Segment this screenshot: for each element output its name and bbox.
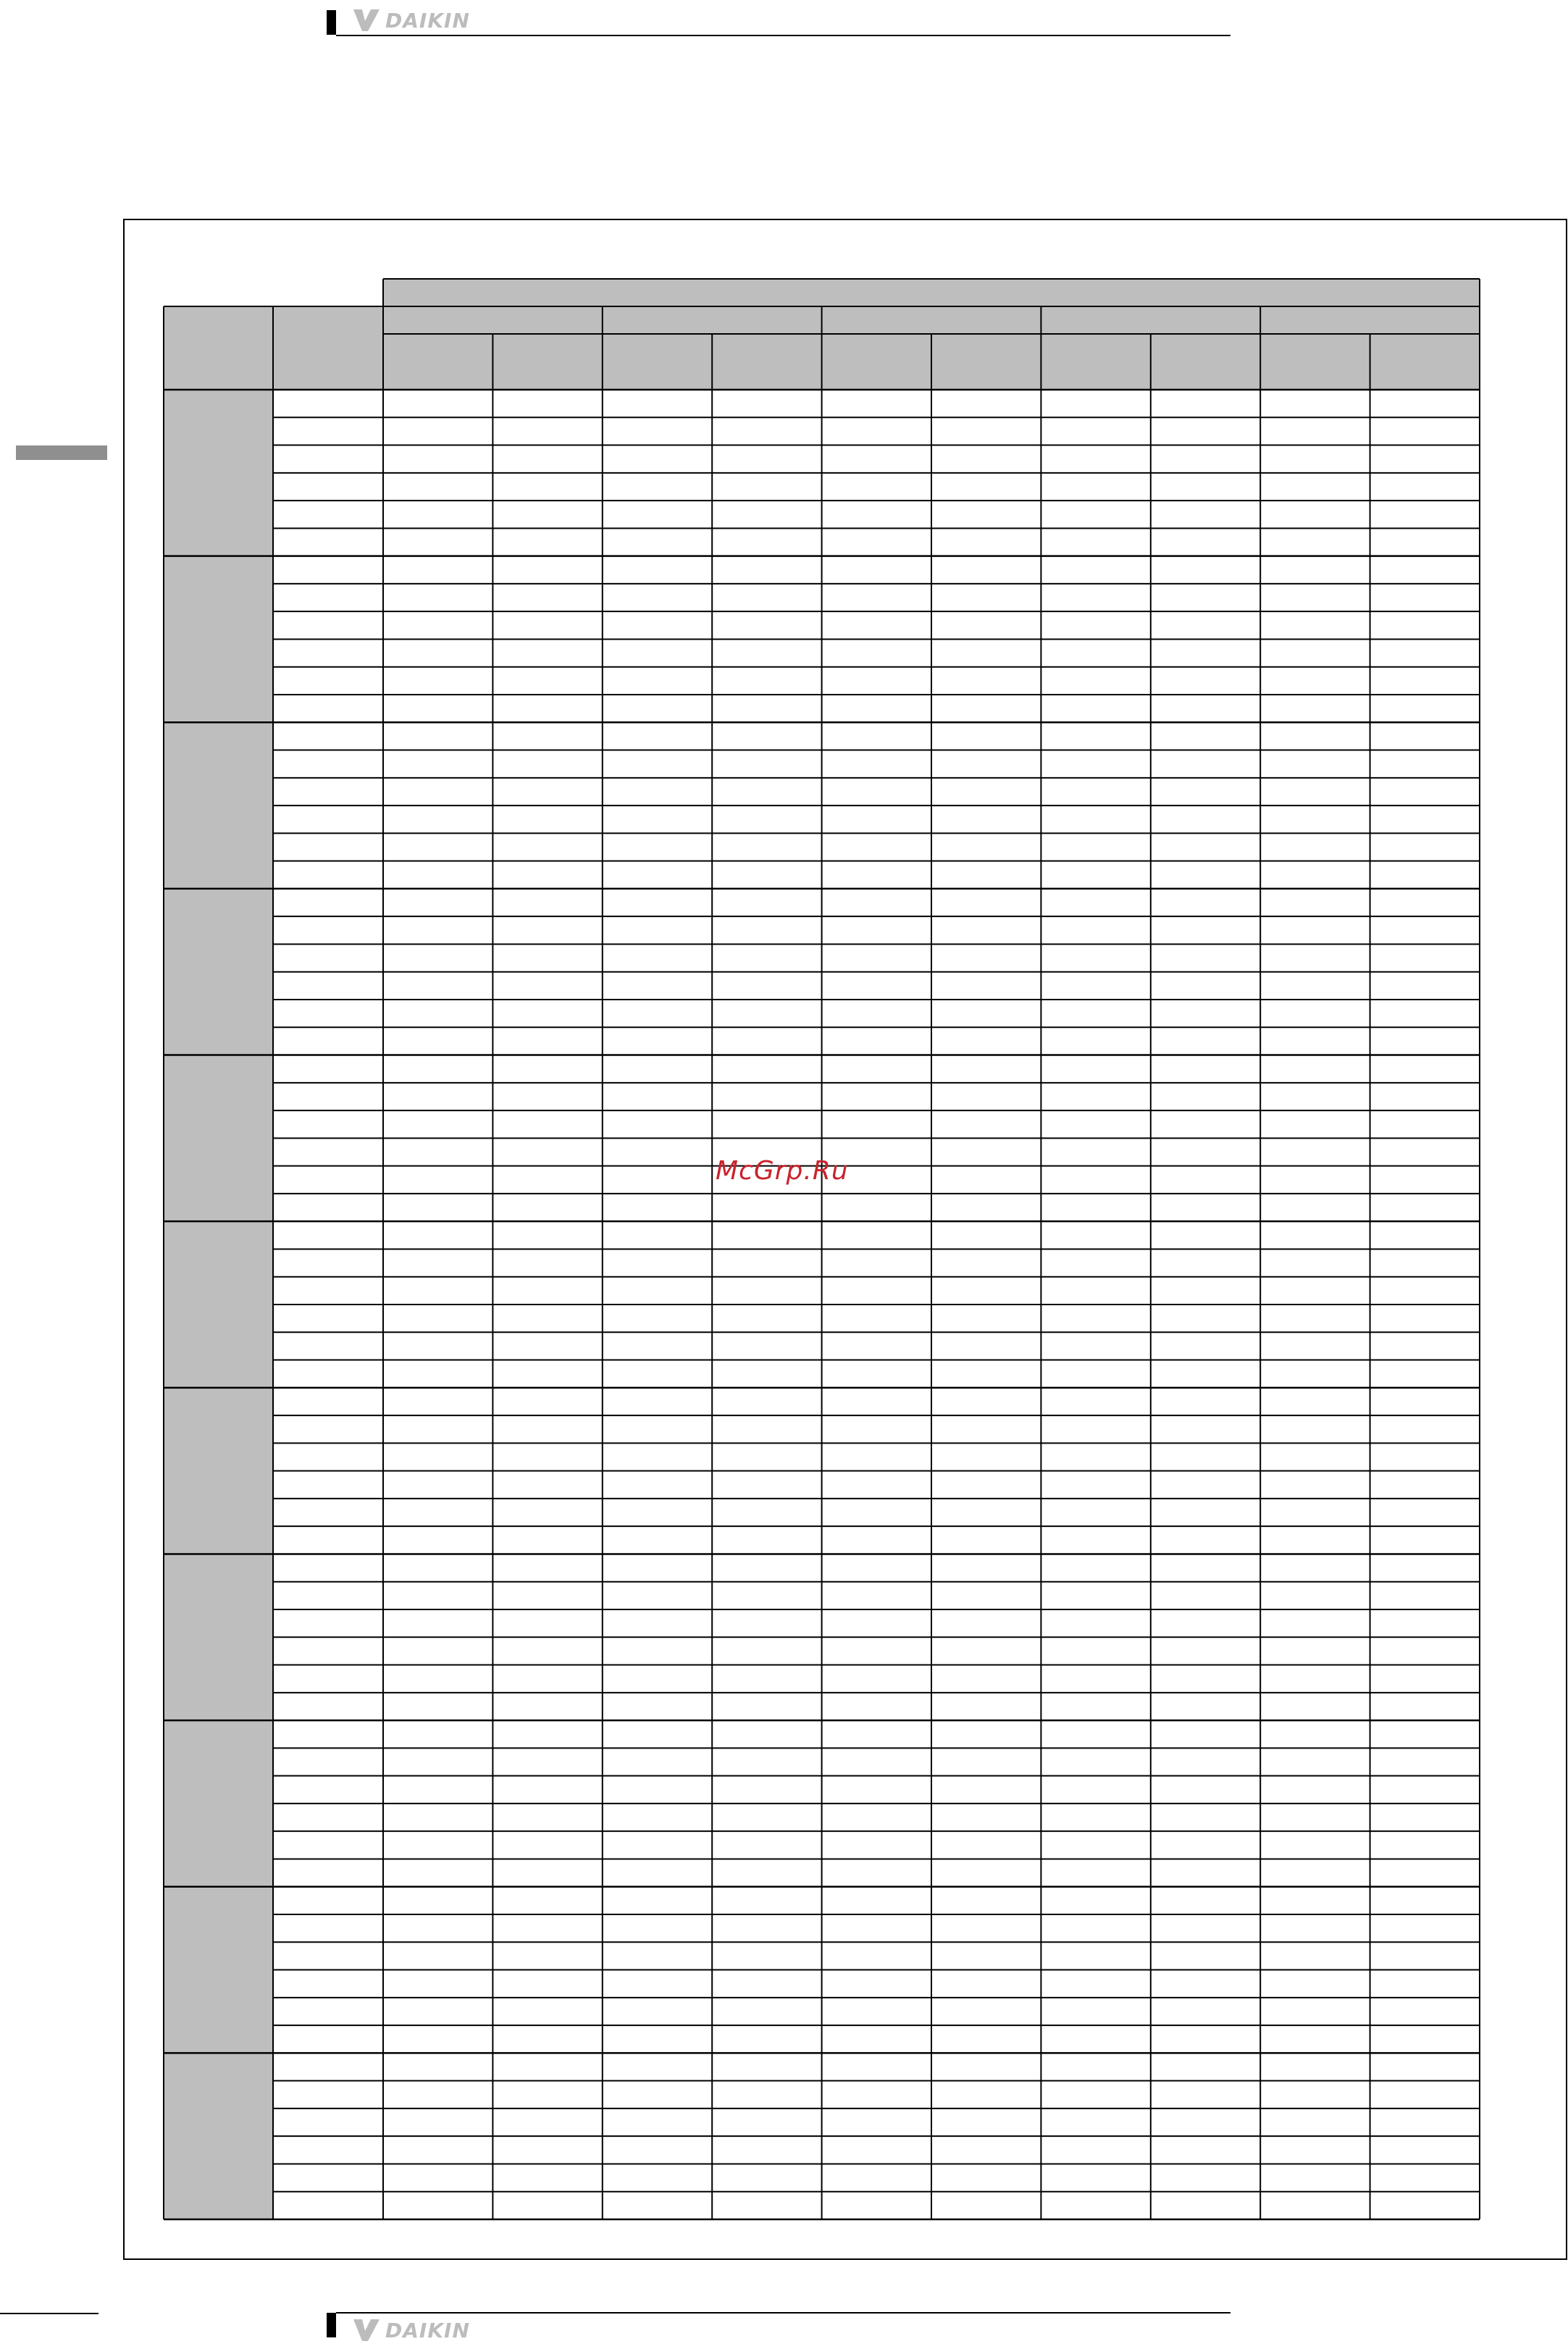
row-group-label-cell bbox=[164, 1388, 273, 1554]
footer-brand: DAIKIN bbox=[385, 2318, 470, 2342]
watermark: McGrp.Ru bbox=[716, 1156, 849, 1186]
row-group-label-cell bbox=[164, 390, 273, 556]
daikin-logo-icon bbox=[352, 2318, 381, 2342]
footer-left-rule bbox=[0, 2313, 98, 2314]
footer-rule bbox=[336, 2312, 1230, 2314]
row-group-label-cell bbox=[164, 1221, 273, 1388]
row-group-label-cell bbox=[164, 722, 273, 889]
row-group-label-cell bbox=[164, 1055, 273, 1222]
row-group-label-cell bbox=[164, 1887, 273, 2053]
header-band-groups bbox=[383, 306, 1480, 334]
row-group-label-cell bbox=[164, 556, 273, 723]
row-group-label-cell bbox=[164, 1554, 273, 1720]
header-brand: DAIKIN bbox=[385, 8, 470, 33]
row-group-label-cell bbox=[164, 2053, 273, 2219]
header-band-top bbox=[383, 279, 1480, 306]
footer-logo bbox=[352, 2316, 470, 2345]
footer-marker-bar bbox=[327, 2313, 336, 2337]
row-group-label-cell bbox=[164, 889, 273, 1055]
row-group-label-cell bbox=[164, 1720, 273, 1887]
